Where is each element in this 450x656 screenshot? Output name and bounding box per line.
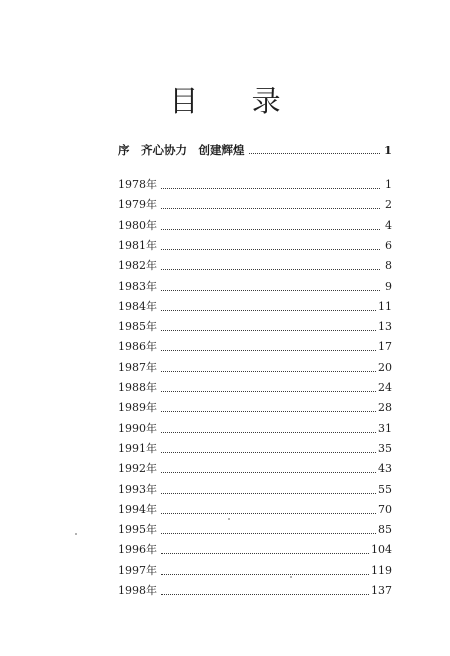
toc-label: 1982年 [118, 259, 157, 273]
toc-page-number: 20 [378, 360, 392, 374]
dot-leader [161, 532, 376, 534]
toc-page-number: 6 [385, 238, 392, 252]
toc-page-number: 55 [378, 482, 392, 496]
toc-row-preface [118, 141, 392, 157]
toc-page-number: 11 [378, 299, 392, 313]
toc-page-number: 31 [378, 421, 392, 435]
toc-page-number: 28 [378, 401, 392, 415]
toc-label: 1989年 [118, 401, 157, 415]
dot-leader [161, 410, 376, 412]
toc-label: 1998年 [118, 584, 157, 597]
toc-row [118, 257, 392, 273]
dot-leader [161, 471, 376, 473]
toc-page-number: 43 [378, 462, 392, 476]
toc-page-number: 8 [385, 259, 392, 273]
toc-row [118, 318, 392, 334]
toc-page-number: 13 [378, 320, 392, 334]
dot-leader [161, 451, 376, 453]
dot-leader [161, 492, 376, 494]
toc-row [118, 440, 392, 456]
toc-page-number: 119 [371, 563, 392, 577]
toc-row [118, 217, 392, 233]
dot-leader [161, 512, 376, 514]
dot-leader [161, 329, 376, 331]
toc-label: 1978年 [118, 178, 157, 191]
toc-label: 1979年 [118, 198, 157, 212]
toc-label: 1984年 [118, 299, 157, 313]
dot-leader [161, 187, 380, 189]
toc-row [118, 298, 392, 314]
dot-leader [161, 309, 376, 311]
toc-row [118, 196, 392, 212]
toc-row [118, 420, 392, 436]
toc-row [118, 359, 392, 375]
toc-row [118, 379, 392, 395]
toc-page-number: 104 [371, 543, 392, 557]
toc-label: 1994年 [118, 502, 157, 516]
toc-label: 1985年 [118, 320, 157, 334]
toc-label: 1990年 [118, 421, 157, 435]
dot-leader [161, 593, 369, 595]
toc-label: 1983年 [118, 279, 157, 293]
toc-row [118, 541, 392, 557]
dot-leader [161, 431, 376, 433]
dot-leader [161, 207, 380, 209]
toc-page-number: 1 [383, 143, 392, 157]
toc-label: 1987年 [118, 360, 157, 374]
scan-speck [75, 533, 77, 535]
toc-label: 1981年 [118, 238, 157, 252]
dot-leader [161, 390, 376, 392]
toc-label: 1997年 [118, 563, 157, 577]
dot-leader [249, 152, 381, 154]
dot-leader [161, 248, 380, 250]
toc-label: 1992年 [118, 462, 157, 476]
scan-speck [290, 576, 292, 578]
toc-row [118, 399, 392, 415]
toc-page-number: 24 [378, 381, 392, 394]
toc-page-number: 35 [378, 441, 392, 455]
toc-page-number: 85 [378, 523, 392, 537]
scan-speck [228, 518, 230, 520]
dot-leader [161, 370, 376, 372]
toc-label: 1991年 [118, 441, 157, 455]
toc-label: 1996年 [118, 543, 157, 557]
toc-label: 1980年 [118, 218, 157, 232]
dot-leader [161, 573, 369, 575]
dot-leader [161, 289, 380, 291]
toc-label: 1995年 [118, 523, 157, 537]
toc-label: 1988年 [118, 381, 157, 394]
toc-row [118, 237, 392, 253]
toc-page-number: 4 [385, 218, 392, 232]
toc-row [118, 481, 392, 497]
toc-row [118, 278, 392, 294]
toc-page-number: 9 [385, 279, 392, 293]
toc-page-number: 70 [378, 502, 392, 516]
page-title: 目 录 [169, 84, 303, 118]
dot-leader [161, 228, 380, 230]
dot-leader [161, 268, 380, 270]
toc-page-number: 2 [385, 198, 392, 212]
dot-leader [161, 349, 376, 351]
toc-row [118, 501, 392, 517]
toc-row [118, 338, 392, 354]
toc-page-number: 17 [378, 340, 392, 354]
dot-leader [161, 552, 369, 554]
toc-label: 序 齐心协力 创建辉煌 [118, 143, 245, 157]
toc-page-number: 137 [371, 584, 392, 597]
toc-row [118, 521, 392, 537]
toc-row [118, 460, 392, 476]
toc-row [118, 176, 392, 192]
toc-row [118, 582, 392, 598]
toc-page-number: 1 [385, 178, 392, 191]
toc-label: 1993年 [118, 482, 157, 496]
toc-row [118, 562, 392, 578]
toc-label: 1986年 [118, 340, 157, 354]
